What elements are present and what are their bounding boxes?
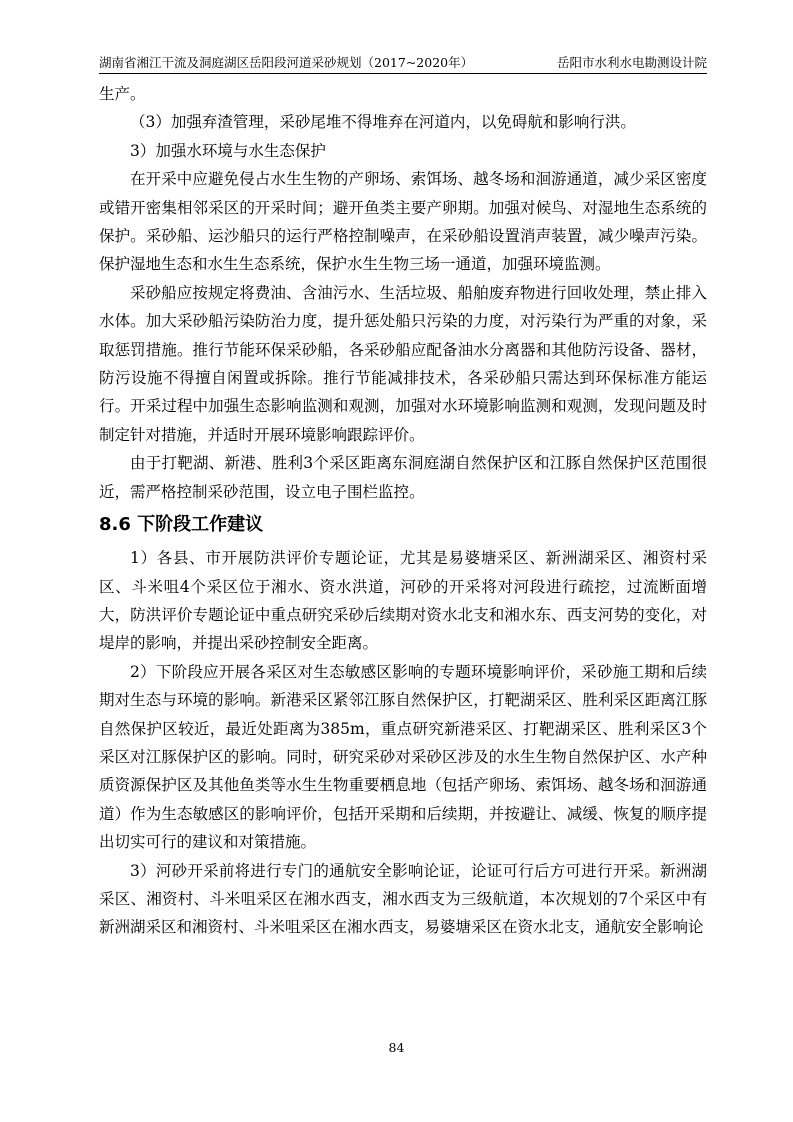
list-item-flood-assessment: 1）各县、市开展防洪评价专题论证，尤其是易婆塘采区、新洲湖采区、湘资村采区、斗米咀4个采区位于湘水、资水洪道，河砂的开采将对河段进行疏挖，过流断面增大，防洪评价专题论证中重点研究采砂后续期对资水北支和湘水东、西支河势的变化，对堤岸的影响，并提出采砂控制安全距离。 (99, 549, 707, 653)
header-document-title: 湖南省湘江干流及洞庭湖区岳阳段河道采砂规划（2017~2020年） (99, 55, 474, 70)
section-heading: 8.6 下阶段工作建议 (99, 514, 264, 536)
paragraph-pollution-control: 采砂船应按规定将费油、含油污水、生活垃圾、船舶废弃物进行回收处理，禁止排入水体。加大采砂船污染防治力度，提升惩处船只污染的力度，对污染行为严重的对象，采取惩罚措施。推行节能环保采砂船，各采砂船应配备油水分离器和其他防污设备、器材，防污设施不得擅自闲置或拆除。推行节能减排技术，各采砂船只需达到环保标准方能运行。开采过程中加强生态影响监测和观测，加强对水环境影响监测和观测，发现问题及时制定针对措施，并适时开展环境影响跟踪评价。 (99, 283, 707, 444)
paragraph-reserve-proximity: 由于打靶湖、新港、胜利3个采区距离东洞庭湖自然保护区和江豚自然保护区范围很近，需严格控制采砂范围，设立电子围栏监控。 (99, 454, 707, 501)
list-item-navigation-safety: 3）河砂开采前将进行专门的通航安全影响论证，论证可行后方可进行开采。新洲湖采区、湘资村、斗米咀采区在湘水西支，湘水西支为三级航道，本次规划的7个采区中有新洲湖采区和湘资村、斗米咀采区在湘水西支，易婆塘采区在资水北支，通航安全影响论 (99, 861, 707, 937)
paragraph-continuation: 生产。 (99, 85, 146, 103)
paragraph-waste-management: （3）加强弃渣管理，采砂尾堆不得堆弃在河道内，以免碍航和影响行洪。 (130, 113, 636, 132)
page-number: 84 (388, 1040, 405, 1055)
document-body (99, 80, 707, 942)
list-item-environmental-assessment: 2）下阶段应开展各采区对生态敏感区影响的专题环境影响评价，采砂施工期和后续期对生态与环境的影响。新港采区紧邻江豚自然保护区，打靶湖采区、胜利采区距离江豚自然保护区较近，最近处距离为385m，重点研究新港采区、打靶湖采区、胜利采区3个采区对江豚保护区的影响。同时，研究采砂对采砂区涉及的水生生物自然保护区、水产种质资源保护区及其他鱼类等水生生物重要栖息地（包括产卵场、索饵场、越冬场和洄游通道）作为生态敏感区的影响评价，包括开采期和后续期，并按避让、减缓、恢复的顺序提出切实可行的建议和对策措施。 (99, 662, 707, 852)
page-header (99, 53, 707, 74)
subheading-water-ecology: 3）加强水环境与水生态保护 (130, 141, 326, 160)
header-organization: 岳阳市水利水电勘测设计院 (556, 55, 707, 70)
paragraph-habitat-protection: 在开采中应避免侵占水生生物的产卵场、索饵场、越冬场和洄游通道，减少采区密度或错开密集相邻采区的开采时间；避开鱼类主要产卵期。加强对候鸟、对湿地生态系统的保护。采砂船、运沙船只的运行严格控制噪声，在采砂船设置消声装置，减少噪声污染。保护湿地生态和水生生态系统，保护水生生物三场一通道，加强环境监测。 (99, 170, 707, 274)
